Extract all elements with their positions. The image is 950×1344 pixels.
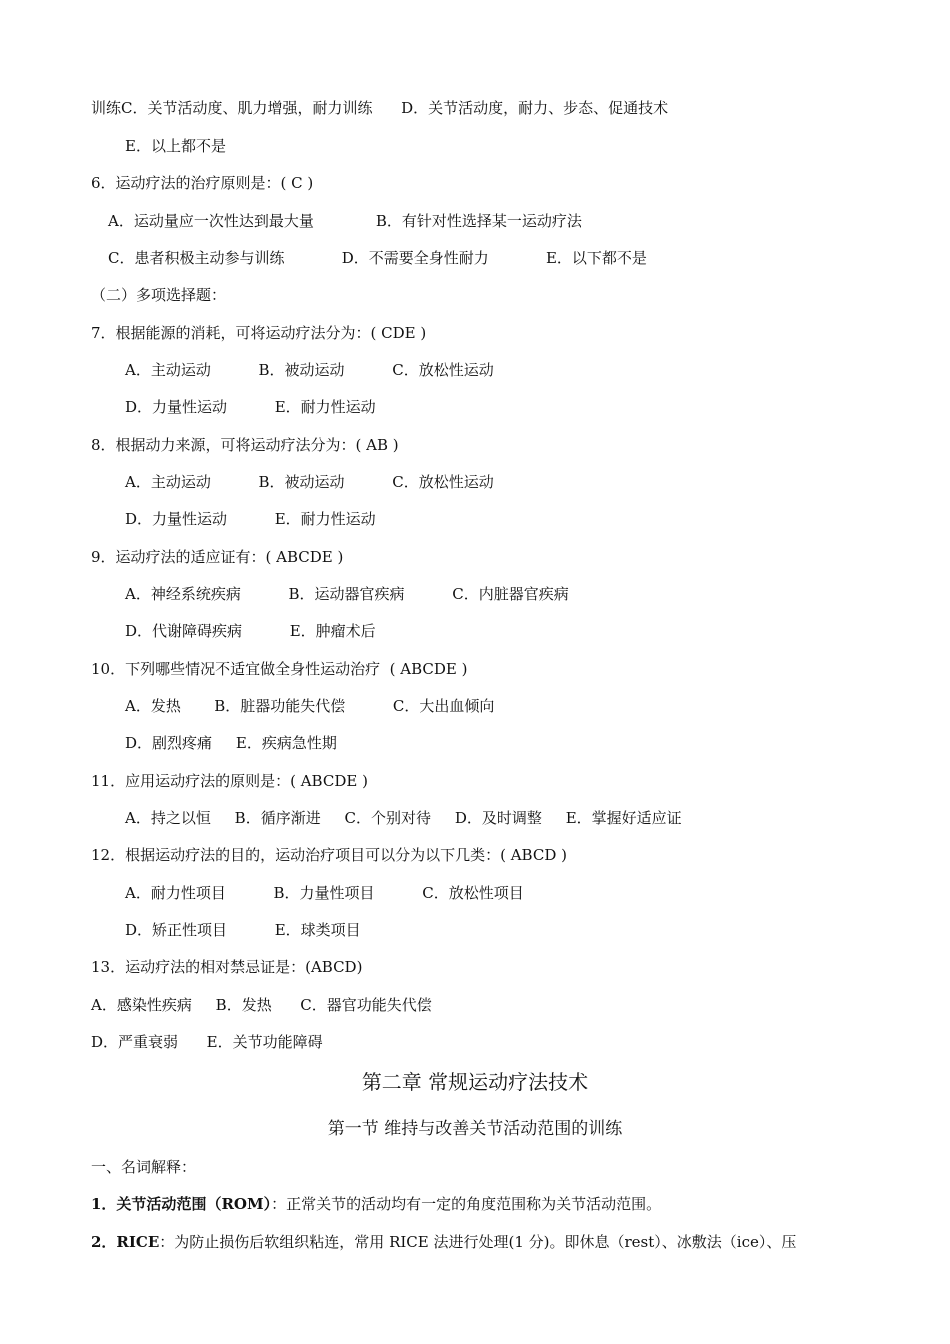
- question: 12．根据运动疗法的目的，运动治疗项目可以分为以下几类：( ABCD ): [91, 846, 567, 864]
- section-title: 第一节 维持与改善关节活动范围的训练: [327, 1119, 623, 1139]
- question: 13．运动疗法的相对禁忌证是：(ABCD): [91, 958, 363, 976]
- options: D．力量性运动 E．耐力性运动: [125, 510, 376, 528]
- options: A．感染性疾病 B．发热 C．器官功能失代偿: [91, 996, 432, 1014]
- term-label: 2．RICE: [91, 1233, 160, 1251]
- options: D．力量性运动 E．耐力性运动: [125, 398, 376, 416]
- options: A．主动运动 B．被动运动 C．放松性运动: [125, 473, 494, 491]
- question: 9．运动疗法的适应证有：( ABCDE ): [91, 548, 344, 566]
- options: A．持之以恒 B．循序渐进 C．个别对待 D．及时调整 E．掌握好适应证: [125, 809, 682, 827]
- options: A．主动运动 B．被动运动 C．放松性运动: [125, 361, 494, 379]
- chapter-title: 第二章 常规运动疗法技术: [361, 1070, 589, 1094]
- question: 7．根据能源的消耗，可将运动疗法分为：( CDE ): [91, 324, 427, 342]
- text-line: C．患者积极主动参与训练 D．不需要全身性耐力 E．以下都不是: [108, 249, 647, 267]
- text-line: 6．运动疗法的治疗原则是：( C ): [91, 174, 314, 192]
- options: A．神经系统疾病 B．运动器官疾病 C．内脏器官疾病: [125, 585, 569, 603]
- options: D．严重衰弱 E．关节功能障碍: [91, 1033, 323, 1051]
- term-definition-2: [91, 1232, 796, 1252]
- options: D．剧烈疼痛 E．疾病急性期: [125, 734, 337, 752]
- options: A．耐力性项目 B．力量性项目 C．放松性项目: [125, 884, 524, 902]
- options: A．发热 B．脏器功能失代偿 C．大出血倾向: [125, 697, 495, 715]
- term-text: ：为防止损伤后软组织粘连，常用 RICE 法进行处理(1 分)。即休息（rest）、冰敷法（ice）、压: [159, 1233, 797, 1251]
- term-label: 1．关节活动范围（ROM）: [91, 1195, 272, 1213]
- section-heading: （二）多项选择题：: [91, 286, 227, 304]
- question: 10．下列哪些情况不适宜做全身性运动治疗 ( ABCDE ): [91, 660, 468, 678]
- options: D．矫正性项目 E．球类项目: [125, 921, 361, 939]
- term-text: ：正常关节的活动均有一定的角度范围称为关节活动范围。: [271, 1195, 662, 1213]
- question: 8．根据动力来源，可将运动疗法分为：( AB ): [91, 436, 399, 454]
- term-heading: 一、名词解释：: [91, 1158, 197, 1176]
- text-line: A．运动量应一次性达到最大量 B．有针对性选择某一运动疗法: [108, 212, 582, 230]
- text-line: 训练C．关节活动度、肌力增强，耐力训练 D．关节活动度，耐力、步态、促通技术: [91, 99, 669, 117]
- question: 11．应用运动疗法的原则是：( ABCDE ): [91, 772, 368, 790]
- options: D．代谢障碍疾病 E．肿瘤术后: [125, 622, 376, 640]
- term-definition-1: [91, 1194, 661, 1214]
- text-line: E．以上都不是: [125, 137, 226, 155]
